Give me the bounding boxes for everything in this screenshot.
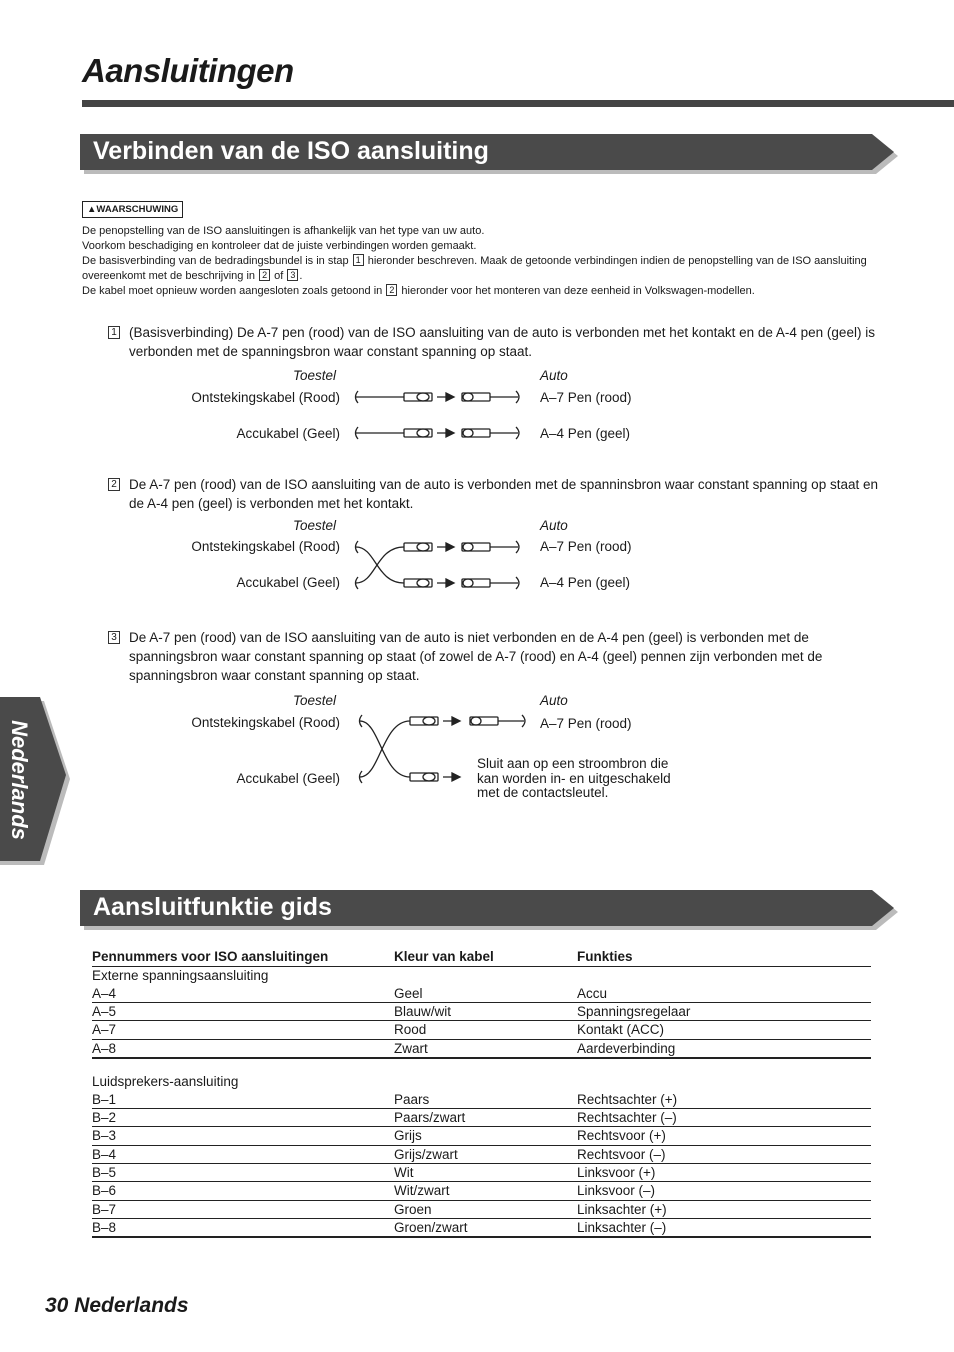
warning-label: WAARSCHUWING: [96, 204, 179, 215]
step-ref-box: 2: [386, 284, 397, 296]
warning-line: De basisverbinding van de bedradingsbundel is in stap 1 hieronder beschreven. Maak de getoonde verbindingen indien de penopstelling van de ISO aansluiting overeenkomt met de beschrijving in 2 of 3 .: [82, 255, 867, 282]
label-a7: A–7 Pen (rood): [540, 390, 632, 405]
label-battery: Accukabel (Geel): [236, 771, 340, 786]
step-text: De A-7 pen (rood) van de ISO aansluiting van de auto is verbonden met de spanninsbron waar constant spanning op staat en de A-4 pen (geel) is verbonden met het kontakt.: [129, 477, 878, 511]
section-heading-iso: Verbinden van de ISO aansluiting: [93, 137, 489, 165]
group-label: Luidsprekers-aansluiting: [92, 1074, 239, 1090]
step-text: (Basisverbinding) De A-7 pen (rood) van de ISO aansluiting van de auto is verbonden met het kontakt en de A-4 pen (geel) is verbonden met de spanningsbron waar constant spanning op staat.: [129, 325, 875, 359]
label-a7: A–7 Pen (rood): [540, 539, 632, 554]
column-header: Funkties: [577, 947, 871, 967]
step-ref-box: 1: [353, 254, 364, 266]
column-header: Pennummers voor ISO aansluitingen: [92, 947, 394, 967]
warning-text: [82, 224, 894, 299]
warning-badge: [82, 201, 183, 218]
table-row: B–5 Wit Linksvoor (+): [92, 1163, 871, 1181]
group-row: [92, 967, 871, 985]
label-device: Toestel: [293, 368, 337, 383]
table-row: B–6 Wit/zwart Linksvoor (–): [92, 1182, 871, 1200]
side-tab-label: Nederlands: [7, 720, 32, 840]
column-header: Kleur van kabel: [394, 947, 577, 967]
warning-line: Voorkom beschadiging en kontroleer dat de juiste verbindingen worden gemaakt.: [82, 240, 477, 252]
label-car: Auto: [540, 368, 568, 383]
table-row: A–8 Zwart Aardeverbinding: [92, 1039, 871, 1058]
wiring-diagram-1: [346, 382, 532, 446]
label-car: Auto: [540, 693, 568, 708]
label-ignition: Ontstekingskabel (Rood): [191, 715, 340, 730]
step-number: 3: [108, 631, 120, 644]
table-header-row: [92, 947, 871, 967]
section-banner-guide: [80, 890, 900, 930]
step-1: [108, 323, 888, 361]
table-row: B–4 Grijs/zwart Rechtsvoor (–): [92, 1145, 871, 1163]
label-device: Toestel: [293, 693, 337, 708]
label-battery: Accukabel (Geel): [236, 426, 340, 441]
title-rule: [82, 100, 954, 107]
section-banner-iso: [80, 134, 900, 174]
page-title: Aansluitingen: [82, 52, 294, 89]
label-ignition: Ontstekingskabel (Rood): [191, 539, 340, 554]
warning-line: De kabel moet opnieuw worden aangesloten zoals getoond in 2 hieronder voor het monteren van deze eenheid in Volkswagen-modellen.: [82, 285, 755, 297]
step-ref-box: 3: [287, 269, 298, 281]
step-number: 2: [108, 478, 120, 491]
table-spacer: [92, 1058, 871, 1073]
step-number: 1: [108, 326, 120, 339]
table-row: A–7 Rood Kontakt (ACC): [92, 1021, 871, 1039]
wiring-diagram-3: [346, 705, 532, 791]
label-a4: A–4 Pen (geel): [540, 426, 631, 441]
warning-line: De penopstelling van de ISO aansluitingen is afhankelijk van het type van uw auto.: [82, 225, 485, 237]
language-side-tab: [0, 697, 72, 872]
step-3: [108, 628, 888, 685]
group-label: Externe spanningsaansluiting: [92, 968, 269, 984]
function-guide-table: [92, 947, 871, 1238]
table-row: A–4 Geel Accu: [92, 984, 871, 1002]
label-device: Toestel: [293, 518, 337, 533]
section-heading-guide: Aansluitfunktie gids: [93, 893, 332, 921]
table-row: A–5 Blauw/wit Spanningsregelaar: [92, 1002, 871, 1020]
label-ignition: Ontstekingskabel (Rood): [191, 390, 340, 405]
table-row: B–3 Grijs Rechtsvoor (+): [92, 1127, 871, 1145]
label-battery: Accukabel (Geel): [236, 575, 340, 590]
step-ref-box: 2: [259, 269, 270, 281]
table-row: B–8 Groen/zwart Linksachter (–): [92, 1219, 871, 1238]
table-row: B–1 Paars Rechtsachter (+): [92, 1090, 871, 1108]
step-text: De A-7 pen (rood) van de ISO aansluiting van de auto is niet verbonden en de A-4 pen (geel) is verbonden met de spanningsbron waar constant spanning op staat (of zowel de A-7 (rood) en A-4 (geel) pennen zijn verbonden met de spanningsbron waar constant spanning op staat.: [129, 630, 823, 683]
page-footer: 30 Nederlands: [45, 1294, 189, 1317]
table-row: B–7 Groen Linksachter (+): [92, 1200, 871, 1218]
warning-icon: ▲: [87, 204, 97, 215]
label-car: Auto: [540, 518, 568, 533]
label-a4: A–4 Pen (geel): [540, 575, 631, 590]
group-row: [92, 1073, 871, 1090]
switched-source-note: Sluit aan op een stroombron die kan worden in- en uitgeschakeld met de contactsleutel.: [477, 756, 671, 800]
wiring-diagram-2: [346, 532, 532, 596]
table-row: B–2 Paars/zwart Rechtsachter (–): [92, 1108, 871, 1126]
step-2: [108, 475, 888, 513]
label-a7: A–7 Pen (rood): [540, 716, 632, 731]
